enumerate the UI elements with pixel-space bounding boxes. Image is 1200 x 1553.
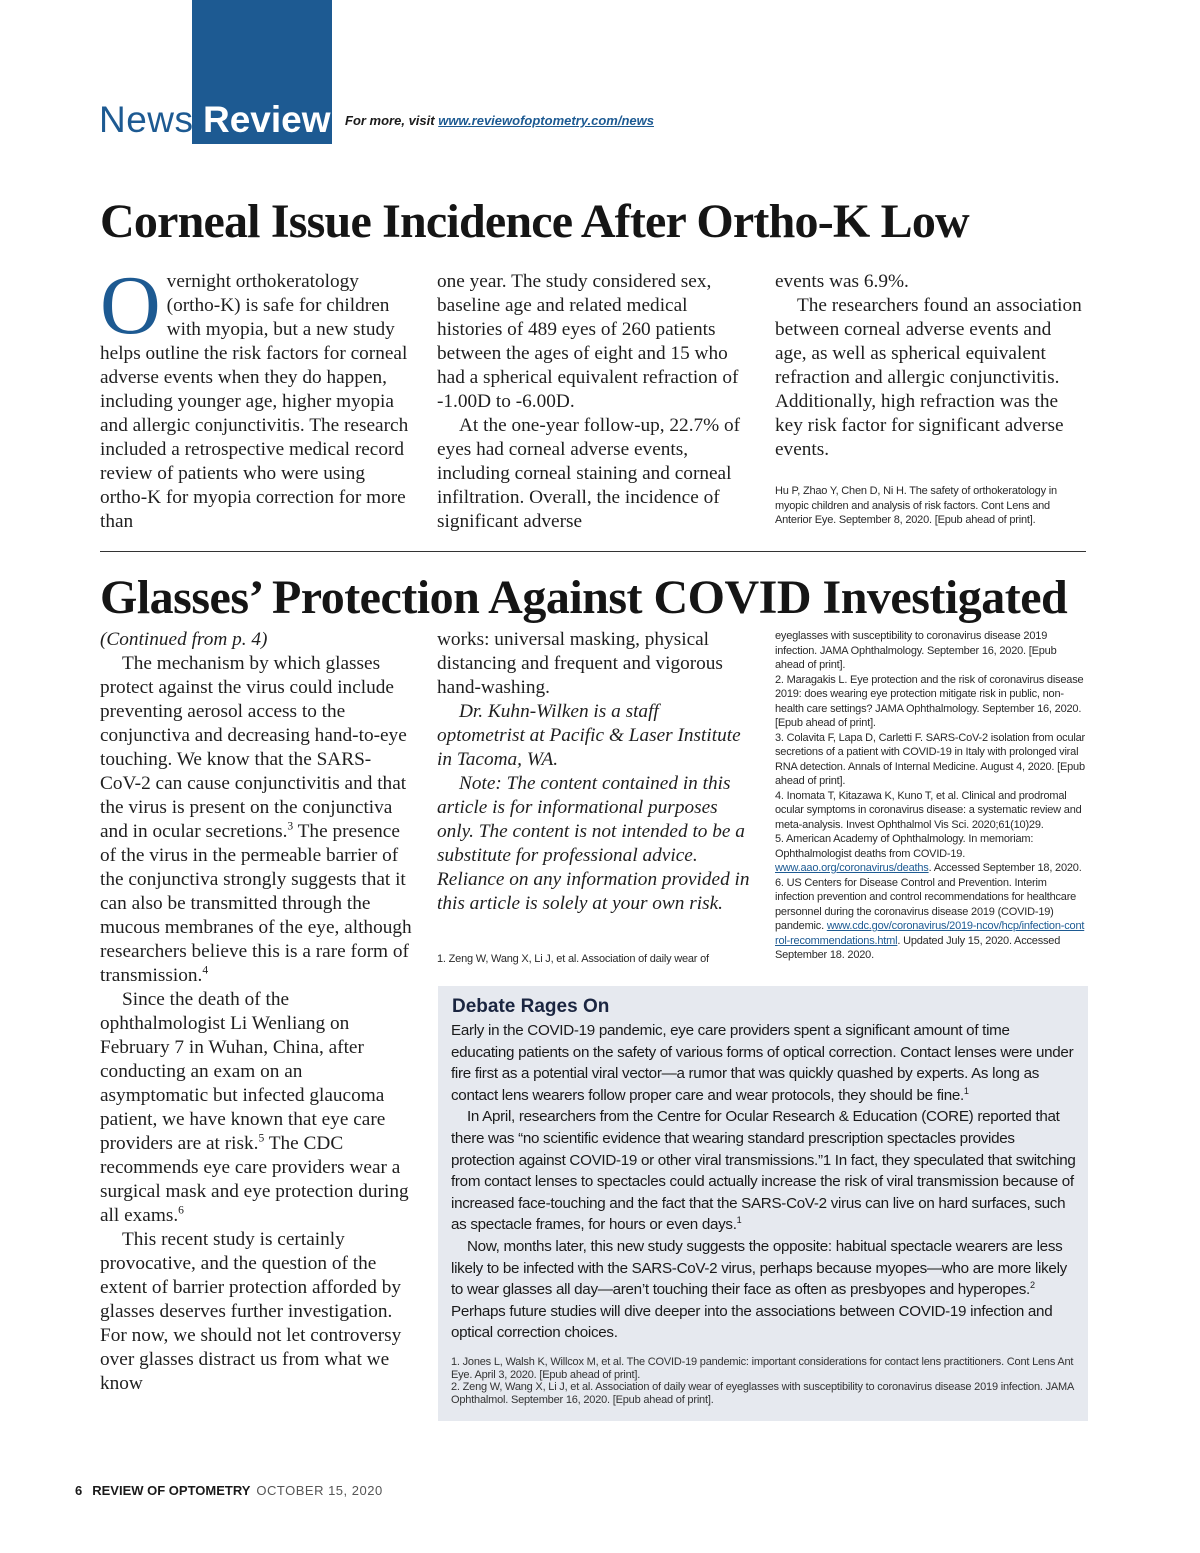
footnote-marker: 4 [202,963,209,977]
article2-column2 [437,628,751,916]
footnote-marker: 1 [736,1215,742,1226]
article2-references [775,629,1087,963]
footnote-marker: 1 [963,1085,969,1096]
article2-paragraph [100,652,412,988]
paragraph-text: The presence of the virus in the permeable barrier of the conjunctiva strongly suggests that it can also be transmitted through the mucous membranes of the eye, although researchers believe this is a rare form of transmission. [100,821,412,986]
news-link[interactable]: www.reviewofoptometry.com/news [438,113,654,128]
reference-text: 2. Maragakis L. Eye protection and the risk of coronavirus disease 2019: does wearing eye protection mitigate risk in public, non-health care settings? JAMA Ophthalmology. September 16, 2020. [Epub ahead of print]. [775,673,1084,729]
more-info-prefix: For more, visit [345,113,439,128]
article2-title: Glasses’ Protection Against COVID Investigated [100,571,1068,624]
section-label-review: Review [203,99,331,140]
paragraph-text: The mechanism by which glasses protect against the virus could include preventing aerosol access to the conjunctiva and decreasing hand-to-eye touching. We know that the SARS-CoV-2 can cause conjunctivitis and that the virus is present on the conjunctiva and in ocular secretions. [100,653,407,842]
sidebar-paragraph [451,1106,1076,1236]
article2-paragraph: works: universal masking, physical distancing and frequent and vigorous hand-washing. [437,629,723,698]
reference-text: 2. Zeng W, Wang X, Li J, et al. Association of daily wear of eyeglasses with susceptibility to coronavirus disease 2019 infection. JAMA Ophthalmol. September 16, 2020. [Epub ahead of print]. [451,1381,1074,1406]
reference-part: 6. US Centers for Disease Control and Prevention. Interim infection prevention and control recommendations for healthcare personnel during the coronavirus disease 2019 (COVID-19) pandemic. [775,876,1077,932]
article1-paragraph: one year. The study considered sex, baseline age and related medical histories of 489 eyes of 260 patients between the ages of eight and 15 who had a spherical equivalent refraction of -1.00D to -6.00D. [437,271,739,412]
paragraph-text: In April, researchers from the Centre for Ocular Research & Education (CORE) reported that there was “no scientific evidence that wearing standard prescription spectacles provides protection against COVID-19 or other viral transmissions.”1 In fact, they speculated that switching from contact lenses to spectacles could actually increase the risk of viral transmission because of increased face-touching and the fact that the SARS-CoV-2 virus can live on hard surfaces, such as spectacle frames, for hours or even days. [451,1108,1076,1234]
reference-text: eyeglasses with susceptibility to coronavirus disease 2019 infection. JAMA Ophthalmology. September 16, 2020. [Epub ahead of print]. [775,630,1057,671]
sidebar-body [451,1020,1076,1344]
article1-paragraph: events was 6.9%. [775,271,909,292]
reference-text: 1. Zeng W, Wang X, Li J, et al. Association of daily wear of [437,953,709,965]
author-bio: Dr. Kuhn-Wilken is a staff optometrist at Pacific & Laser Institute in Tacoma, WA. [437,701,741,770]
reference-text [775,832,1087,876]
reference-part: . Updated July 15, 2020. Accessed September 18. 2020. [775,934,1061,961]
sidebar-paragraph [451,1020,1076,1106]
more-info-line [345,113,654,128]
reference-text: 1. Jones L, Walsh K, Willcox M, et al. The COVID-19 pandemic: important considerations for contact lens practitioners. Cont Lens Ant Eye. April 3, 2020. [Epub ahead of print]. [451,1356,1074,1381]
footnote-marker: 2 [1029,1280,1035,1291]
article1-intro [100,259,410,534]
reference-text: 3. Colavita F, Lapa D, Carletti F. SARS-CoV-2 isolation from ocular secretions of a patient with COVID-19 in Italy with prolonged viral RNA detection. Annals of Internal Medicine. August 4, 2020. [Epub ahead of print]. [775,731,1086,787]
paragraph-text: Since the death of the ophthalmologist Li Wenliang on February 7 in Wuhan, China, after conducting an exam on an asymptomatic but infected glaucoma patient, we have known that eye care providers are at risk. [100,989,386,1154]
article2-paragraph: This recent study is certainly provocative, and the question of the extent of barrier protection afforded by glasses deserves further investigation. For now, we should not let controversy over glasses distract us from what we know [100,1229,402,1394]
reference-text: Hu P, Zhao Y, Chen D, Ni H. The safety of orthokeratology in myopic children and analysis of risk factors. Cont Lens and Anterior Eye. September 8, 2020. [Epub ahead of print]. [775,485,1057,526]
page-footer [75,1483,383,1498]
paragraph-text: Perhaps future studies will dive deeper into the associations between COVID-19 infection and optical correction choices. [451,1302,1053,1342]
reference-text [775,876,1087,963]
reference-text: 4. Inomata T, Kitazawa K, Kuno T, et al. Clinical and prodromal ocular symptoms in coronavirus disease: a systematic review and meta-analysis. Invest Ophthalmol Vis Sci. 2020;61(10)29. [775,789,1082,831]
article1-title: Corneal Issue Incidence After Ortho-K Low [100,195,969,248]
article2-column1 [100,628,412,1396]
magazine-name: REVIEW OF OPTOMETRY [92,1483,251,1498]
article1-paragraph: The researchers found an association between corneal adverse events and age, as well as spherical equivalent refraction and allergic conjunctivitis. Additionally, high refraction was the key risk factor for significant adverse events. [775,295,1082,460]
reference-part: 5. American Academy of Ophthalmology. In memoriam: Ophthalmologist deaths from COVID-19. [775,833,1034,860]
issue-date: OCTOBER 15, 2020 [256,1483,383,1498]
aao-link[interactable]: www.aao.org/coronavirus/deaths [775,862,929,874]
article1-column2 [437,270,745,534]
reference-part: . Accessed September 18, 2020. [928,862,1082,874]
footnote-marker: 5 [258,1131,265,1145]
paragraph-text: Early in the COVID-19 pandemic, eye care providers spent a significant amount of time educating patients on the safety of various forms of optical correction. Contact lenses were under fire first as a potential viral vector—a rumor that was quickly quashed by experts. As long as contact lens wearers follow proper care and wear protocols, they should be fine. [451,1022,1074,1104]
page-number: 6 [75,1483,83,1498]
sidebar-title: Debate Rages On [452,996,610,1017]
sidebar-paragraph [451,1236,1076,1344]
disclaimer-note: Note: The content contained in this article is for informational purposes only. The content is not intended to be a substitute for professional advice. Reliance on any information provided in this article is solely at your own risk. [437,773,750,914]
continued-note: (Continued from p. 4) [100,629,268,650]
dropcap-letter: O [100,259,161,352]
paragraph-text: Now, months later, this new study suggests the opposite: habitual spectacle wearers are less likely to be infected with the SARS-CoV-2 virus, perhaps because myopes—who are more likely to wear glasses all day—aren’t touching their face as often as presbyopes and hyperopes. [451,1237,1067,1299]
article2-col2-reference [437,952,751,967]
section-label-news: News [99,99,194,140]
article1-column3 [775,270,1087,462]
article1-intro-text: vernight orthokeratology (ortho-K) is safe for children with myopia, but a new study helps outline the risk factors for corneal adverse events when they do happen, including younger age, higher myopia and allergic conjunctivitis. The research included a retrospective medical record review of patients who were using ortho-K for myopia correction for more than [100,271,409,532]
article1-column1 [100,259,410,534]
article1-paragraph: At the one-year follow-up, 22.7% of eyes had corneal adverse events, including corneal staining and corneal infiltration. Overall, the incidence of significant adverse [437,415,741,532]
cdc-link[interactable]: www.cdc.gov/coronavirus/2019-ncov/hcp/infection-control-recommendations.html [775,920,1085,947]
footnote-marker: 6 [178,1203,184,1217]
footnote-marker: 3 [287,819,294,833]
paragraph-text: The CDC recommends eye care providers wear a surgical mask and eye protection during all exams. [100,1133,409,1226]
article2-paragraph [100,988,412,1228]
article1-reference [775,484,1087,528]
sidebar-references [451,1356,1076,1406]
section-divider [100,551,1086,552]
